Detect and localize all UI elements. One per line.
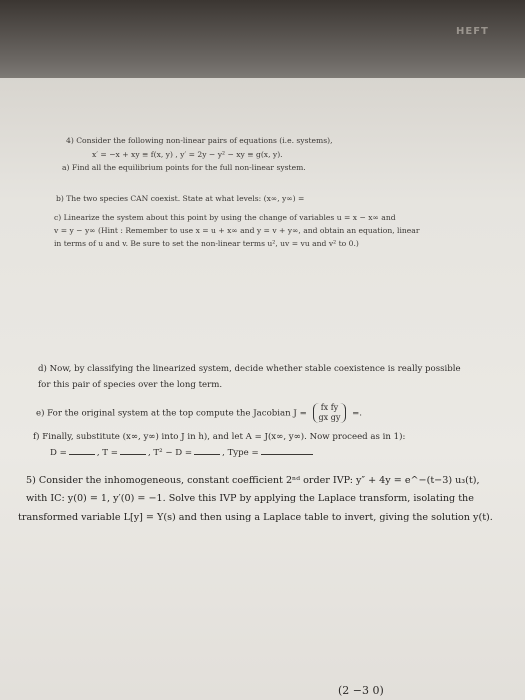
q4-part-c-line1: c) Linearize the system about this point by using the change of variables u = x − x∞ and [54,213,396,222]
cutoff-vector: (2 −3 0) [338,684,384,697]
q4-part-a: a) Find all the equilibrium points for the full non-linear system. [62,163,306,172]
q4-part-f-line2 [50,448,315,458]
label-type: , Type = [222,448,259,458]
label-t: , T = [96,448,118,458]
q4-part-d-line2: for this pair of species over the long term. [38,380,223,390]
jacobian-matrix [313,403,347,423]
blank-type [261,453,313,455]
blank-t2-d [194,453,220,455]
blank-d [69,453,95,455]
q4-part-b: b) The two species CAN coexist. State at what levels: (x∞, y∞) = [56,194,305,203]
q4-equations: x′ = −x + xy ≡ f(x, y) , y′ = 2y − y² − xy ≡ g(x, y). [92,150,283,159]
q4-part-e-text: e) For the original system at the top compute the Jacobian J = [36,408,307,419]
blank-t [120,453,146,455]
q4-part-e-end: =. [352,408,363,419]
q5-line2: with IC: y(0) = 1, y′(0) = −1. Solve this IVP by applying the Laplace transform, isolating the [26,493,474,504]
watermark: HEFT [456,26,489,37]
label-t2-d: , T² − D = [147,448,193,458]
q4-part-e [36,403,362,423]
q5-line3: transformed variable L[y] = Y(s) and then using a Laplace table to invert, giving the solution y(t). [18,512,493,523]
q4-part-d-line1: d) Now, by classifying the linearized system, decide whether stable coexistence is really possible [38,364,461,374]
q4-part-c-line3: in terms of u and v. Be sure to set the non-linear terms u², uv = vu and v² to 0.) [54,239,359,248]
label-d: D = [50,448,67,458]
jacobian-row-2: gx gy [318,413,341,422]
jacobian-row-1: fx fy [320,403,339,412]
q5-line1: 5) Consider the inhomogeneous, constant coefficient 2ⁿᵈ order IVP: y″ + 4y = e^−(t−3) u₃(t), [26,475,480,486]
q4-part-c-line2: v = y − y∞ (Hint : Remember to use x = u + x∞ and y = v + y∞, and obtain an equation, linear [54,226,420,235]
q4-intro: 4) Consider the following non-linear pairs of equations (i.e. systems), [66,136,333,145]
q4-part-f-line1: f) Finally, substitute (x∞, y∞) into J in h), and let A = J(x∞, y∞). Now proceed as in 1): [33,432,406,442]
